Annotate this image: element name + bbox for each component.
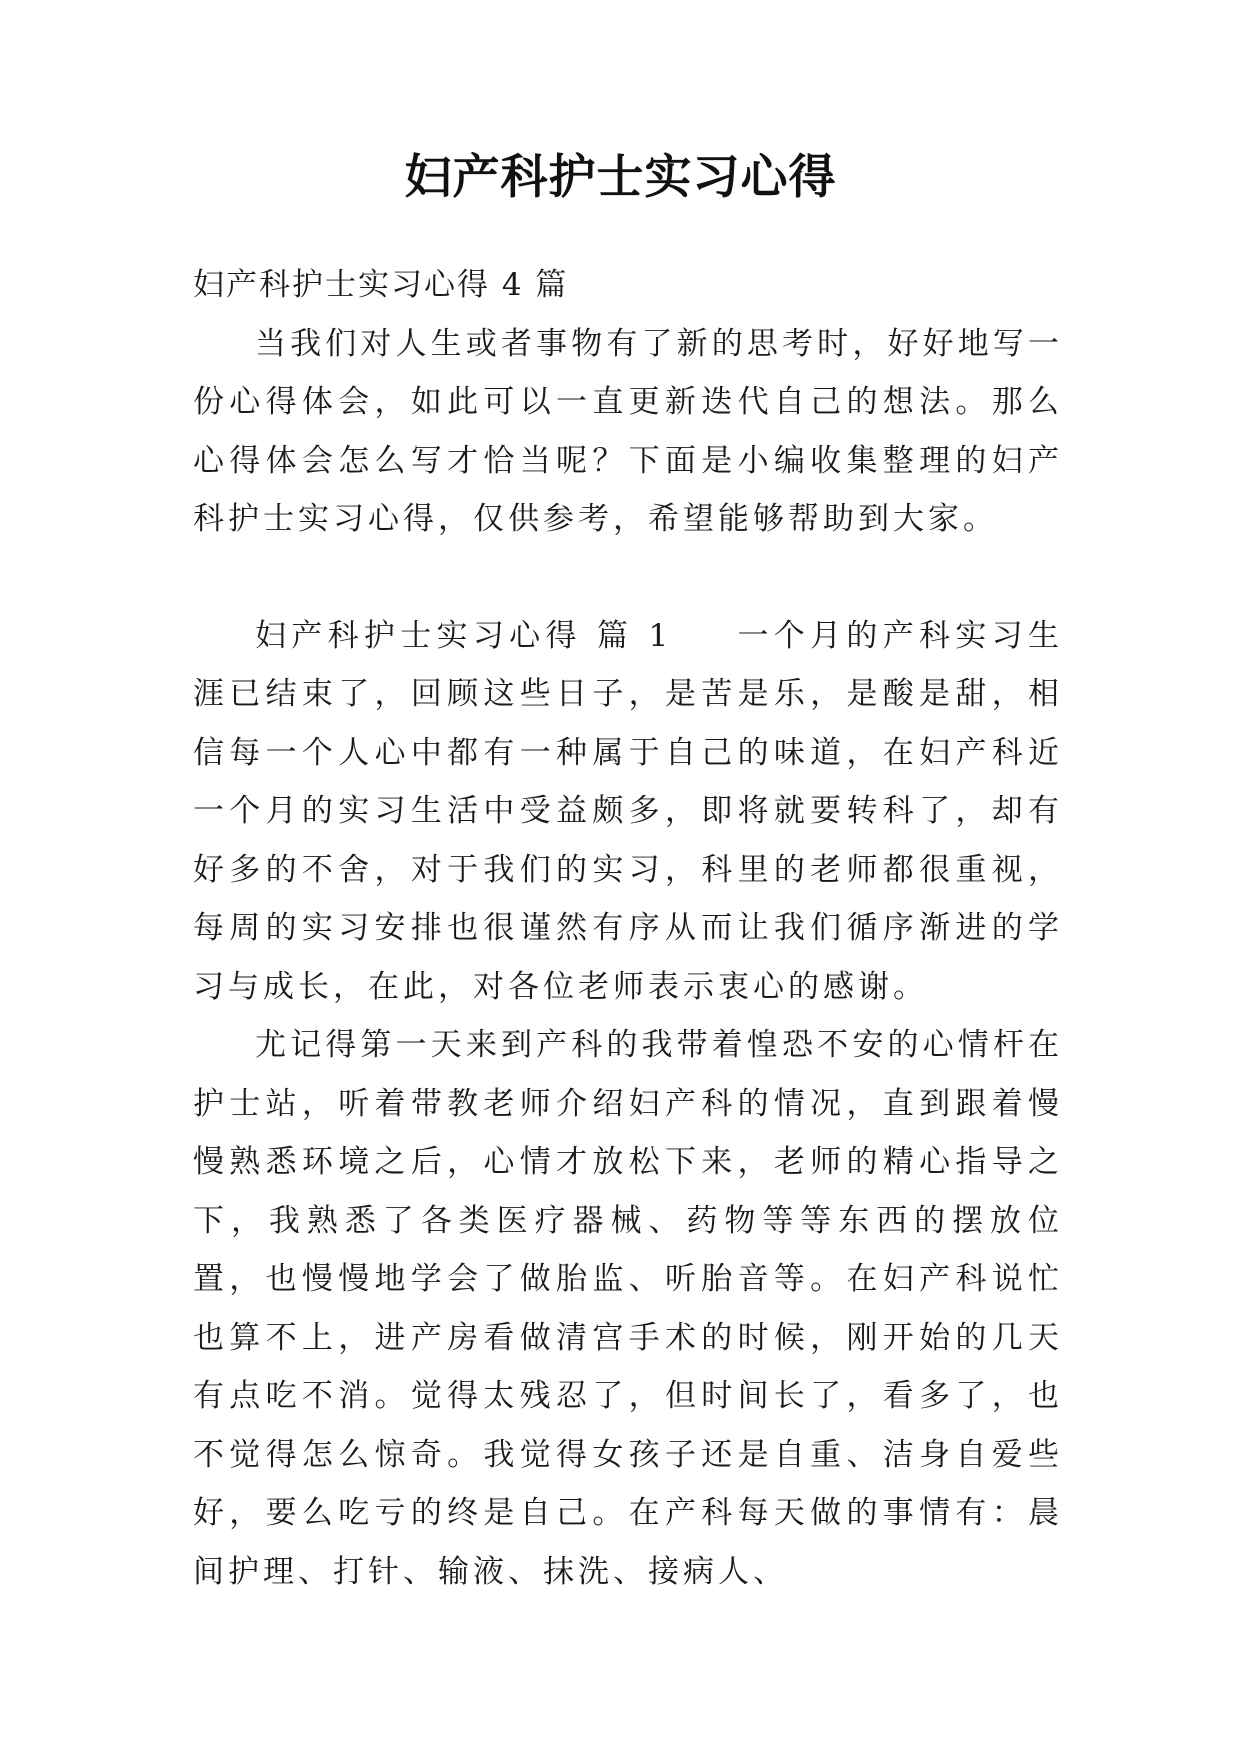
document-body xyxy=(193,256,1063,1601)
paragraph-gap xyxy=(193,549,1063,607)
document-subtitle: 妇产科护士实习心得 4 篇 xyxy=(193,267,569,303)
section-1-paragraph-1 xyxy=(193,607,1063,1017)
section-1-label: 妇产科护士实习心得 篇 1 xyxy=(255,617,673,654)
section-1-paragraph-2: 尤记得第一天来到产科的我带着惶恐不安的心情杆在护士站，听着带教老师介绍妇产科的情况，直到跟着慢慢熟悉环境之后，心情才放松下来，老师的精心指导之下，我熟悉了各类医疗器械、药物等等东西的摆放位置，也慢慢地学会了做胎监、听胎音等。在妇产科说忙也算不上，进产房看做清宫手术的时候，刚开始的几天有点吃不消。觉得太残忍了，但时间长了，看多了，也不觉得怎么惊奇。我觉得女孩子还是自重、洁身自爱些好，要么吃亏的终是自己。在产科每天做的事情有：晨间护理、打针、输液、抹洗、接病人、 xyxy=(193,1027,1063,1590)
document-title: 妇产科护士实习心得 xyxy=(404,150,837,205)
intro-paragraph: 当我们对人生或者事物有了新的思考时，好好地写一份心得体会，如此可以一直更新迭代自己的想法。那么心得体会怎么写才恰当呢？下面是小编收集整理的妇产科护士实习心得，仅供参考，希望能够帮助到大家。 xyxy=(193,325,1063,537)
section-1-paragraph-1-text: 一个月的产科实习生涯已结束了，回顾这些日子，是苦是乐，是酸是甜，相信每一个人心中都有一种属于自己的味道，在妇产科近一个月的实习生活中受益颇多，即将就要转科了，却有好多的不舍，对于我们的实习，科里的老师都很重视，每周的实习安排也很谨然有序从而让我们循序渐进的学习与成长，在此，对各位老师表示衷心的感谢。 xyxy=(193,617,1063,1005)
